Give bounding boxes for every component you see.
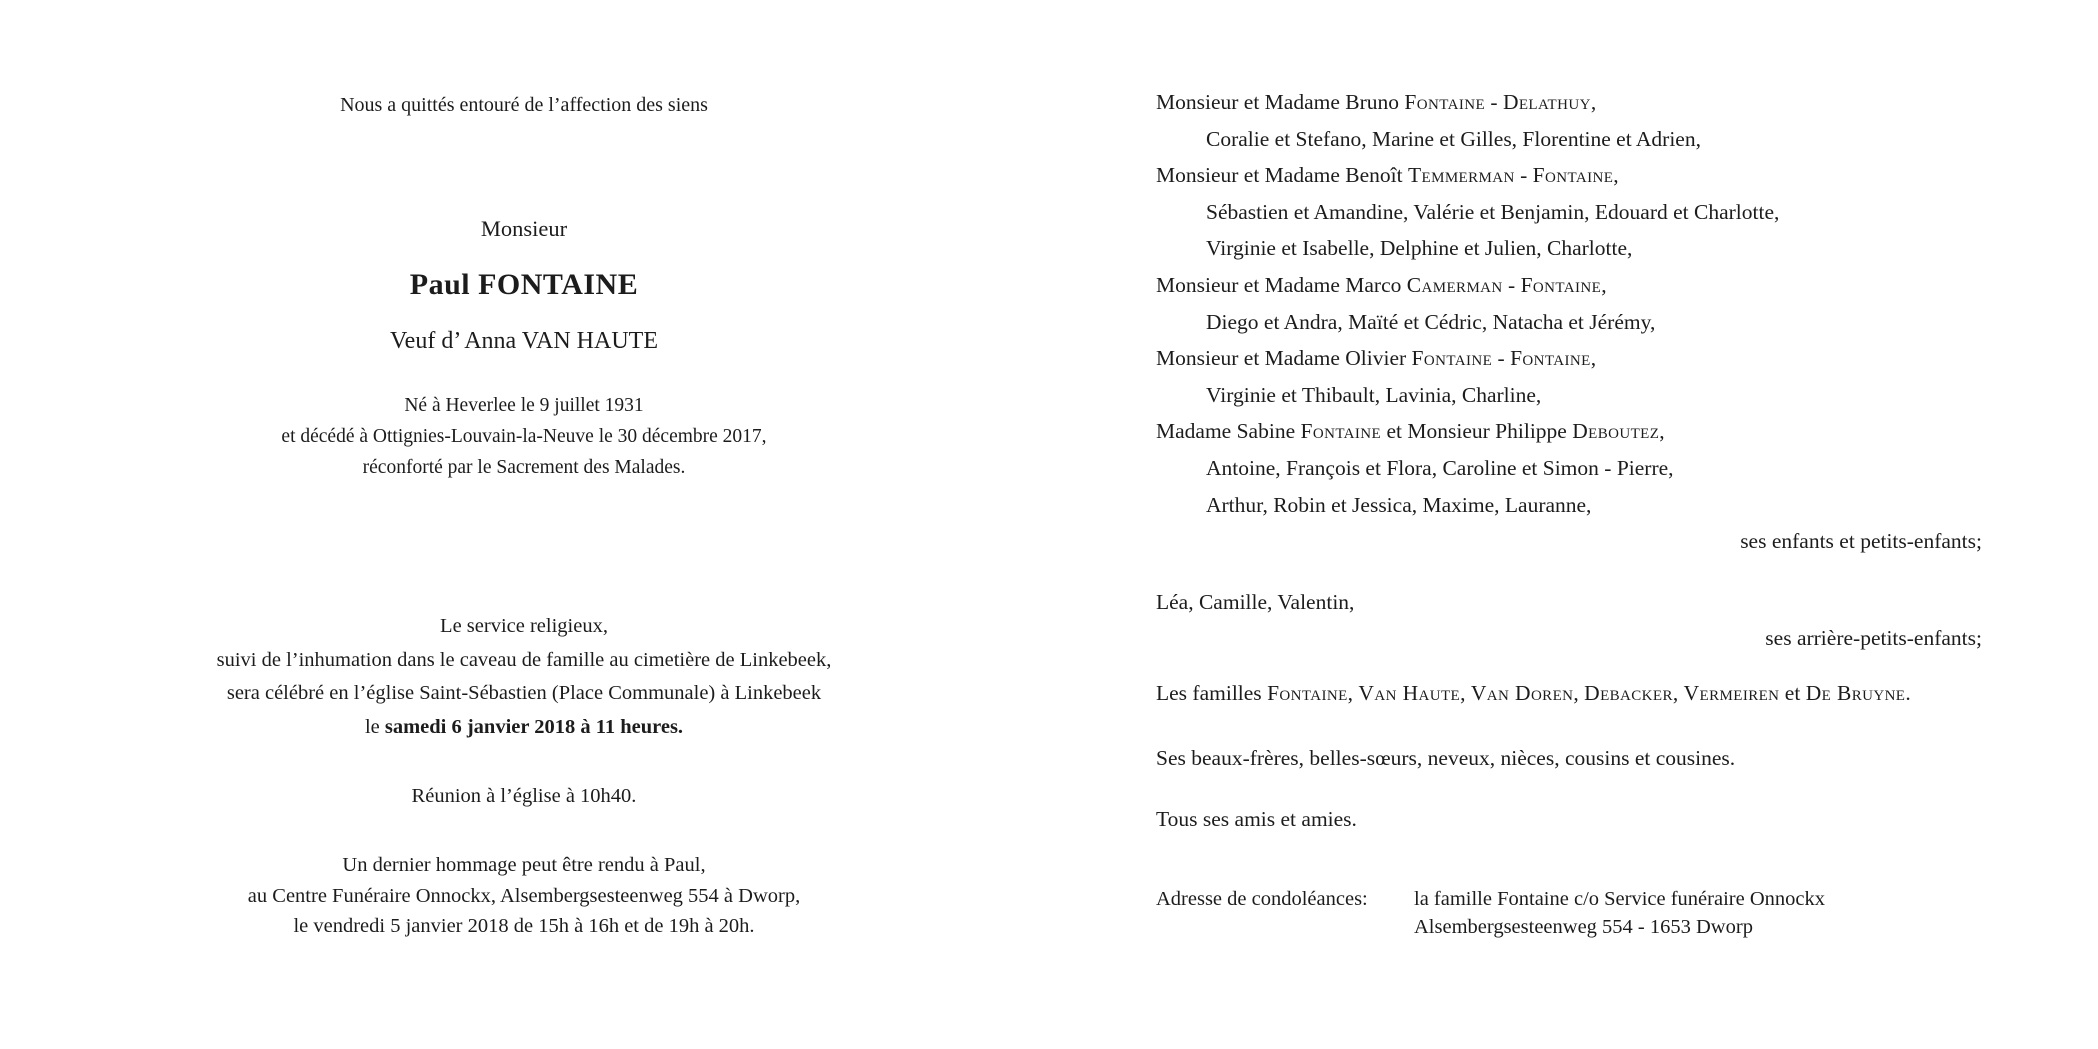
surname-smallcaps: Temmerman [1407, 163, 1515, 188]
birth-death-line: Né à Heverlee le 9 juillet 1931 [404, 395, 644, 416]
deceased-panel [148, 0, 900, 942]
family-line [1156, 267, 1982, 304]
text-segment: Antoine, François et Flora, Caroline et Simon - Pierre, [1206, 455, 1674, 480]
surname-smallcaps: De Bruyne [1805, 680, 1906, 705]
family-line [1156, 121, 1982, 158]
family-line [1156, 157, 1982, 194]
service-line: suivi de l’inhumation dans le caveau de famille au cimetière de Linkebeek, [216, 648, 832, 671]
tribute-block [148, 850, 900, 942]
text-segment: Madame Sabine [1156, 419, 1301, 444]
tribute-line: le vendredi 5 janvier 2018 de 15h à 16h et de 19h à 20h. [293, 915, 755, 938]
text-segment: Monsieur et Madame Benoît [1156, 163, 1408, 188]
text-segment: Monsieur et Madame Marco [1156, 272, 1407, 297]
family-line [1156, 413, 1982, 450]
friends-line: Tous ses amis et amies. [1156, 807, 1357, 832]
text-segment: Arthur, Robin et Jessica, Maxime, Lauranne, [1206, 492, 1592, 517]
families-text [1156, 675, 1982, 712]
service-lines [148, 610, 900, 711]
text-segment: - [1514, 163, 1533, 188]
text-segment: - [1485, 90, 1503, 114]
salutation: Monsieur [480, 216, 568, 241]
family-line [1156, 194, 1982, 231]
service-line: Le service religieux, [440, 615, 608, 637]
tribute-line: Un dernier hommage peut être rendu à Paul, [342, 853, 706, 876]
service-date-prefix: le [364, 716, 385, 739]
service-date-bold: samedi 6 janvier 2018 à 11 heures. [384, 716, 684, 739]
text-segment: Monsieur et Madame Bruno [1156, 90, 1405, 114]
text-segment: et [1779, 680, 1806, 705]
service-block [148, 610, 900, 745]
family-line [1156, 450, 1982, 487]
surname-smallcaps: Deboutez [1572, 419, 1660, 444]
text-segment: - [1502, 272, 1521, 297]
family-line [1156, 84, 1982, 121]
surname-smallcaps: Vermeiren [1683, 680, 1780, 705]
text-segment: Les familles [1156, 680, 1268, 705]
service-date-line [148, 711, 900, 745]
birth-death-line: et décédé à Ottignies-Louvain-la-Neuve le 30 décembre 2017, [281, 426, 767, 447]
text-segment: , [1590, 346, 1597, 371]
family-line [1156, 230, 1982, 267]
family-panel [1156, 0, 1982, 941]
surname-smallcaps: Fontaine [1510, 346, 1591, 371]
birth-death-line: réconforté par le Sacrement des Malades. [362, 457, 686, 478]
families-line [1156, 675, 1982, 712]
surname-smallcaps: Fontaine [1411, 346, 1493, 371]
text-segment: Sébastien et Amandine, Valérie et Benjamin, Edouard et Charlotte, [1206, 199, 1780, 224]
surname-smallcaps: Debacker [1584, 680, 1673, 705]
family-line [1156, 377, 1982, 414]
great-grandchildren-line: Léa, Camille, Valentin, [1156, 589, 1355, 614]
condolence-address [1414, 885, 1825, 941]
text-segment: - [1492, 346, 1511, 371]
surname-smallcaps: Van Doren [1470, 680, 1574, 705]
condolence-section [1156, 885, 1982, 941]
surname-smallcaps: Fontaine [1267, 680, 1348, 705]
text-segment: , [1347, 680, 1359, 705]
text-segment: . [1905, 680, 1911, 705]
text-segment: , [1672, 680, 1684, 705]
children-label: ses enfants et petits-enfants; [1740, 529, 1982, 554]
service-line: sera célébré en l’église Saint-Sébastien (Place Communale) à Linkebeek [226, 682, 822, 705]
surname-smallcaps: Fontaine [1404, 90, 1486, 114]
text-segment: Coralie et Stefano, Marine et Gilles, Florentine et Adrien, [1206, 126, 1701, 151]
text-segment: , [1460, 680, 1471, 705]
text-segment: , [1590, 90, 1597, 114]
text-segment: , [1573, 680, 1585, 705]
text-segment: et Monsieur Philippe [1381, 419, 1573, 444]
intro-line: Nous a quittés entouré de l’affection des siens [340, 94, 708, 116]
family-lines [1156, 0, 1982, 523]
surname-smallcaps: Delathuy [1502, 90, 1591, 114]
condolence-address-line: la famille Fontaine c/o Service funéraire Onnockx [1414, 887, 1825, 910]
surname-smallcaps: Fontaine [1532, 163, 1614, 188]
deceased-name: Paul FONTAINE [409, 268, 639, 301]
surname-smallcaps: Fontaine [1300, 419, 1382, 444]
text-segment: Virginie et Isabelle, Delphine et Julien, Charlotte, [1206, 236, 1633, 261]
text-segment: Monsieur et Madame Olivier [1156, 346, 1412, 371]
birth-death-block [148, 390, 900, 483]
relatives-line: Ses beaux-frères, belles-sœurs, neveux, nièces, cousins et cousines. [1156, 745, 1736, 770]
tribute-line: au Centre Funéraire Onnockx, Alsembergsesteenweg 554 à Dworp, [247, 884, 801, 907]
surname-smallcaps: Fontaine [1520, 272, 1602, 297]
spouse-line: Veuf d’ Anna VAN HAUTE [390, 328, 658, 354]
surname-smallcaps: Camerman [1406, 272, 1503, 297]
text-segment: , [1659, 419, 1665, 444]
text-segment: Diego et Andra, Maïté et Cédric, Natacha et Jérémy, [1206, 309, 1656, 334]
family-line [1156, 340, 1982, 377]
family-line [1156, 304, 1982, 341]
great-grandchildren-label: ses arrière-petits-enfants; [1765, 626, 1982, 651]
surname-smallcaps: Van Haute [1358, 680, 1461, 705]
condolence-label: Adresse de condoléances: [1156, 887, 1368, 910]
condolence-address-line: Alsembergsesteenweg 554 - 1653 Dworp [1414, 915, 1753, 938]
text-segment: , [1613, 163, 1619, 188]
text-segment: Virginie et Thibault, Lavinia, Charline, [1206, 382, 1542, 407]
family-line [1156, 487, 1982, 524]
meeting-line: Réunion à l’église à 10h40. [411, 784, 637, 807]
text-segment: , [1601, 272, 1607, 297]
